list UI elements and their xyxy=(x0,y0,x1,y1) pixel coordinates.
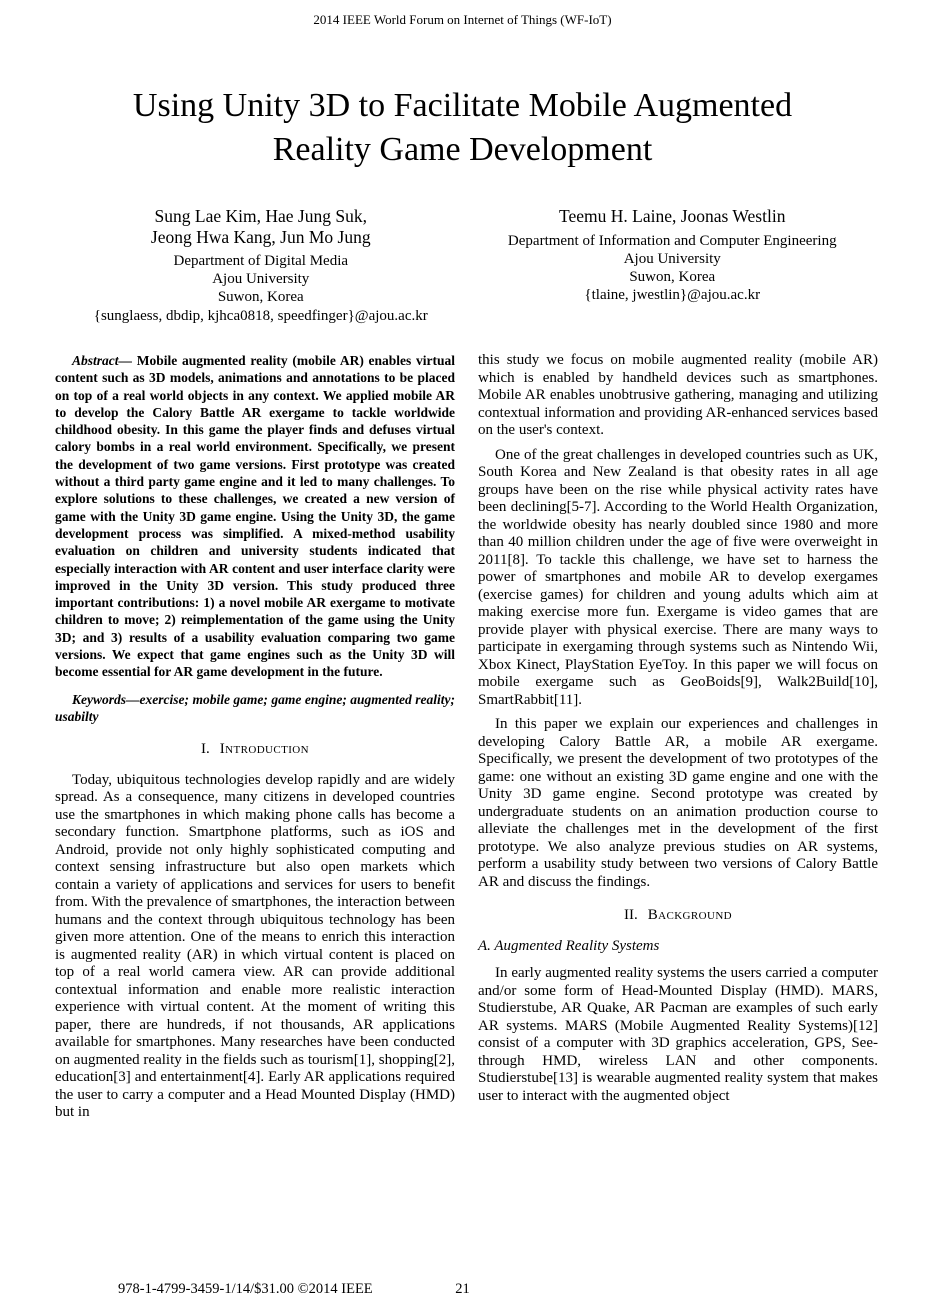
author-name-line: Teemu H. Laine, Joonas Westlin xyxy=(559,206,786,226)
introduction-paragraph: Today, ubiquitous technologies develop rapidly and are widely spread. As a consequence, many citizens in developed countries use the smartphones in which making phone calls has become a secondary function. Smartphone platforms, such as iOS and Android, provide not only highly sophisticated computing and context sensing infrastructure but also open markets which contain a variety of applications and services for users to benefit from. With the prevalence of smartphones, the interaction between humans and the context through ubiquitous technology has been given more attention. One of the means to enrich this interaction is augmented reality (AR) in which virtual content is placed on top of a real world camera view. AR can provide additional contextual information and enable more realistic interaction experience with virtual content. At the moment of writing this paper, there are hundreds, if not thousands, AR applications available for smartphones. Many researches have been conducted on augmented reality in the fields such as tourism[1], shopping[2], education[3] and entertainment[4]. Early AR applications required the user to carry a computer and a Head Mounted Display (HMD) but in xyxy=(55,771,455,1121)
footer-page-number: 21 xyxy=(455,1281,470,1297)
body-columns xyxy=(55,352,878,1129)
abstract-text: Mobile augmented reality (mobile AR) enables virtual content such as 3D models, animations and annotations to be placed on top of a real world objects in any context. We applied mobile AR to develop the Calory Battle AR exergame to tackle worldwide childhood obesity. In this game the player finds and defuses virtual calory bombs in a real world environment. Specifically, we present the development of two game versions. First prototype was created without a third party game engine and it led to many challenges. To explore solutions to these challenges, we created a new version of game with the Unity 3D game engine. Using the Unity 3D, the game development process was simplified. A mixed-method usability evaluation on children and university students indicated that especially interaction with AR content and user interface clarity were improved in the Unity 3D version. This study produced three important contributions: 1) a novel mobile AR exergame to motivate children to move; 2) reimplementation of the game using the Unity 3D; and 3) results of a usability evaluation comparing two game versions. We expect that game engines such as the Unity 3D will become essential for AR game development in the future. xyxy=(55,353,455,680)
section-heading-background xyxy=(478,907,878,925)
section-number: I. xyxy=(201,741,210,758)
author-affiliation-2 xyxy=(467,232,879,305)
subsection-heading-ar-systems: A. Augmented Reality Systems xyxy=(478,937,660,954)
paper-title xyxy=(0,84,925,172)
author-block-1 xyxy=(55,206,467,325)
affiliation-location: Suwon, Korea xyxy=(629,268,716,285)
keywords-label: Keywords— xyxy=(72,691,140,707)
left-column xyxy=(55,352,455,1129)
conference-header: 2014 IEEE World Forum on Internet of Things (WF-IoT) xyxy=(313,12,612,27)
affiliation-location: Suwon, Korea xyxy=(217,289,304,306)
footer-copyright: 978-1-4799-3459-1/14/$31.00 ©2014 IEEE xyxy=(118,1281,373,1297)
affiliation-university: Ajou University xyxy=(212,271,310,288)
paper-title-line-2: Reality Game Development xyxy=(272,131,653,168)
keywords-paragraph xyxy=(55,691,455,726)
abstract-label: Abstract— xyxy=(72,353,133,368)
author-names-1 xyxy=(55,206,467,247)
continuation-paragraph: this study we focus on mobile augmented reality (mobile AR) which is enabled by handheld devices such as smartphones. Mobile AR enables unobtrusive gathering, managing and utilizing contextual information and providing AR-enhanced services based on the user's context. xyxy=(478,352,878,438)
authors-section xyxy=(55,206,878,325)
right-column xyxy=(478,352,878,1129)
section-heading-introduction xyxy=(55,741,455,759)
author-block-2 xyxy=(467,206,879,325)
affiliation-department: Department of Digital Media xyxy=(173,253,349,269)
ar-systems-paragraph: In early augmented reality systems the users carried a computer and/or some form of Head-Mounted Display (HMD). MARS, Studierstube, AR Quake, AR Pacman are examples of such early AR systems. MARS (Mobile Augmented Reality Systems)[12] consist of a computer with 3D graphics acceleration, GPS, See-through HMD, wireless LAN and other components. Studierstube[13] is wearable augmented reality system that makes user to interact with the augmented object xyxy=(478,965,878,1104)
paper-title-line-1: Using Unity 3D to Facilitate Mobile Augmented xyxy=(132,87,793,124)
affiliation-university: Ajou University xyxy=(623,250,721,267)
section-number: II. xyxy=(623,907,638,923)
obesity-challenge-paragraph: One of the great challenges in developed countries such as UK, South Korea and New Zealand is that obesity rates in all age groups have been on the rise while physical activity rates have been declining[5-7]. According to the World Health Organization, the worldwide obesity has nearly doubled since 1980 and more than 40 million children under the age of five were overweight in 2011[8]. To tackle this challenge, we have set to harness the power of smartphones and mobile AR to develop exergames (exercise games) for children and young adults which aim at making exercise more fun. Exergame is video games that are provide player with physical exercise. There are many ways to participate in exergaming through systems such as Nintendo Wii, Xbox Kinect, PlayStation EyeToy. In this paper we will focus on mobile exergame such as GeoBoids[9], Walk2Build[10], SmartRabbit[11]. xyxy=(478,446,878,708)
paper-overview-paragraph: In this paper we explain our experiences and challenges in developing Calory Battle AR, a mobile AR exergame. Specifically, we present the development of two prototypes of the game: one without an existing 3D game engine and one with the Unity 3D game engine. Second prototype was created by undergraduate students on an animation production course to alleviate the challenges met in the development of the first prototype. We also analyze previous studies on AR systems, perform a usability study between two versions of Calory Battle AR and discuss the findings. xyxy=(478,716,878,890)
abstract-paragraph xyxy=(55,352,455,681)
section-title: Introduction xyxy=(219,741,309,758)
author-affiliation-1 xyxy=(55,252,467,325)
author-email: {tlaine, jwestlin}@ajou.ac.kr xyxy=(584,287,761,304)
section-title: Background xyxy=(647,907,733,923)
author-name-line: Jeong Hwa Kang, Jun Mo Jung xyxy=(150,226,371,247)
affiliation-department: Department of Information and Computer Engineering xyxy=(507,232,837,249)
author-names-2 xyxy=(467,206,879,227)
author-email: {sunglaess, dbdip, kjhca0818, speedfinger}@ajou.ac.kr xyxy=(93,307,428,324)
keywords-text: exercise; mobile game; game engine; augmented reality; usabilty xyxy=(55,691,455,724)
author-name-line: Sung Lae Kim, Hae Jung Suk, xyxy=(154,206,367,226)
